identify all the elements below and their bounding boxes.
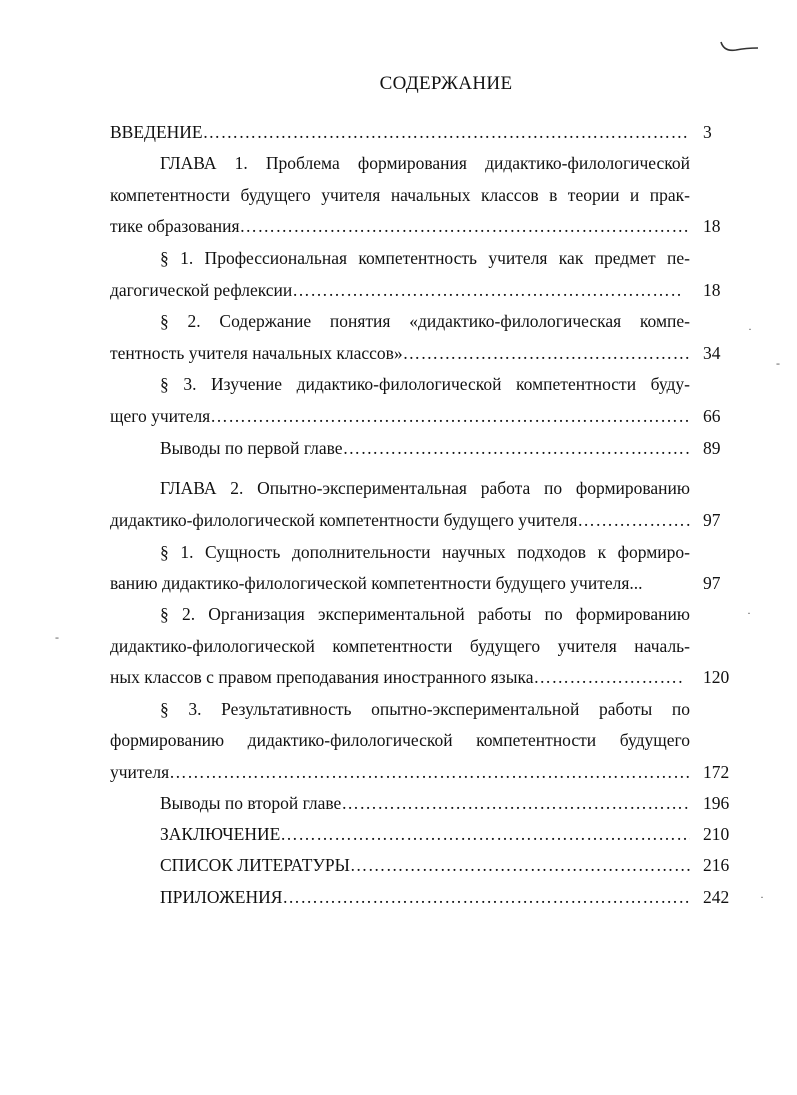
toc-page-number: 89 [703, 438, 721, 458]
toc-entry-line: ГЛАВА 1. Проблема формирования дидактико-филологической [160, 153, 690, 173]
toc-entry-line: дидактико-филологической компетентности будущего учителя началь- [110, 636, 690, 656]
toc-entry-line: § 3. Результативность опытно-экспериментальной работы по [160, 699, 690, 719]
toc-entry-line: § 3. Изучение дидактико-филологической компетентности буду- [160, 374, 690, 394]
toc-entry-chapter-2-section-2[interactable] [160, 602, 735, 626]
toc-entry-line: тентность учителя начальных классов» [110, 343, 403, 363]
toc-entry-line: дагогической рефлексии [110, 280, 293, 300]
toc-entry-chapter-2-section-2-last [110, 665, 735, 689]
toc-entry-line: § 1. Профессиональная компетентность учителя как предмет пе- [160, 248, 690, 268]
toc-entry-chapter-1[interactable] [160, 151, 735, 175]
scan-dot-decoration: - [776, 356, 780, 370]
toc-entry-label: ЗАКЛЮЧЕНИЕ [160, 824, 281, 844]
toc-entry-line: ных классов с правом преподавания иностранного языка [110, 667, 534, 687]
toc-entry-line: ванию дидактико-филологической компетентности будущего учителя... [110, 573, 643, 593]
toc-entry-label: ПРИЛОЖЕНИЯ [160, 887, 283, 907]
toc-page-number: 120 [703, 667, 730, 687]
toc-entry-chapter-2-conclusions[interactable] [160, 791, 735, 815]
toc-entry-label: ВВЕДЕНИЕ [110, 122, 203, 142]
toc-entry-introduction[interactable] [110, 120, 735, 144]
toc-page-number: 18 [703, 216, 721, 236]
toc-entry-chapter-1-section-2[interactable] [160, 309, 735, 333]
toc-entry-chapter-2-section-3[interactable] [160, 697, 735, 721]
toc-entry-references[interactable] [160, 853, 735, 877]
toc-page-number: 66 [703, 406, 721, 426]
page-title: СОДЕРЖАНИЕ [379, 73, 513, 94]
toc-entry-line: тике образования [110, 216, 240, 236]
toc-page-number: 242 [703, 887, 730, 907]
toc-entry-chapter-1-cont [110, 183, 735, 207]
toc-entry-line: § 2. Содержание понятия «дидактико-филологическая компе- [160, 311, 690, 331]
toc-entry-chapter-2[interactable] [160, 476, 735, 500]
toc-entry-conclusion[interactable] [160, 822, 735, 846]
toc-entry-chapter-1-section-1-last [110, 278, 735, 302]
toc-page-number: 34 [703, 343, 721, 363]
toc-entry-line: § 2. Организация экспериментальной работы по формированию [160, 604, 690, 624]
toc-entry-label: Выводы по первой главе [160, 438, 343, 458]
toc-entry-chapter-2-section-3-last [110, 760, 735, 784]
toc-entry-chapter-2-section-1-last [110, 571, 735, 595]
toc-page-number: 3 [703, 122, 712, 142]
toc-entry-chapter-1-section-2-last [110, 341, 735, 365]
toc-entry-chapter-1-section-3[interactable] [160, 372, 735, 396]
toc-entry-label: Выводы по второй главе [160, 793, 342, 813]
toc-entry-chapter-1-section-1[interactable] [160, 246, 735, 270]
toc-page-number: 210 [703, 824, 730, 844]
toc-page-number: 97 [703, 510, 721, 530]
toc-page-number: 196 [703, 793, 730, 813]
toc-entry-chapter-2-last [110, 508, 735, 532]
toc-entry-label: СПИСОК ЛИТЕРАТУРЫ [160, 855, 350, 875]
toc-entry-chapter-1-conclusions[interactable] [160, 436, 735, 460]
toc-page-number: 18 [703, 280, 721, 300]
toc-entry-line: ГЛАВА 2. Опытно-экспериментальная работа по формированию [160, 478, 690, 498]
toc-entry-line: компетентности будущего учителя начальных классов в теории и прак- [110, 185, 690, 205]
toc-entry-chapter-2-section-3-cont [110, 728, 735, 752]
toc-entry-line: § 1. Сущность дополнительности научных подходов к формиро- [160, 542, 690, 562]
toc-entry-appendices[interactable] [160, 885, 735, 909]
toc-entry-chapter-1-section-3-last [110, 404, 735, 428]
scan-dot-decoration: - [55, 630, 59, 644]
scan-dot-decoration: · [747, 606, 751, 620]
scan-dot-decoration: · [760, 890, 764, 904]
toc-entry-line: учителя [110, 762, 170, 782]
scan-dot-decoration: · [748, 322, 752, 336]
toc-page-number: 172 [703, 762, 730, 782]
toc-entry-line: формированию дидактико-филологической компетентности будущего [110, 730, 690, 750]
scan-mark-decoration [718, 38, 762, 54]
toc-entry-line: дидактико-филологической компетентности будущего учителя [110, 510, 578, 530]
toc-entry-chapter-1-last [110, 214, 735, 238]
toc-page-number: 97 [703, 573, 721, 593]
toc-page-number: 216 [703, 855, 730, 875]
toc-entry-chapter-2-section-1[interactable] [160, 540, 735, 564]
toc-entry-chapter-2-section-2-cont [110, 634, 735, 658]
toc-entry-line: щего учителя [110, 406, 211, 426]
